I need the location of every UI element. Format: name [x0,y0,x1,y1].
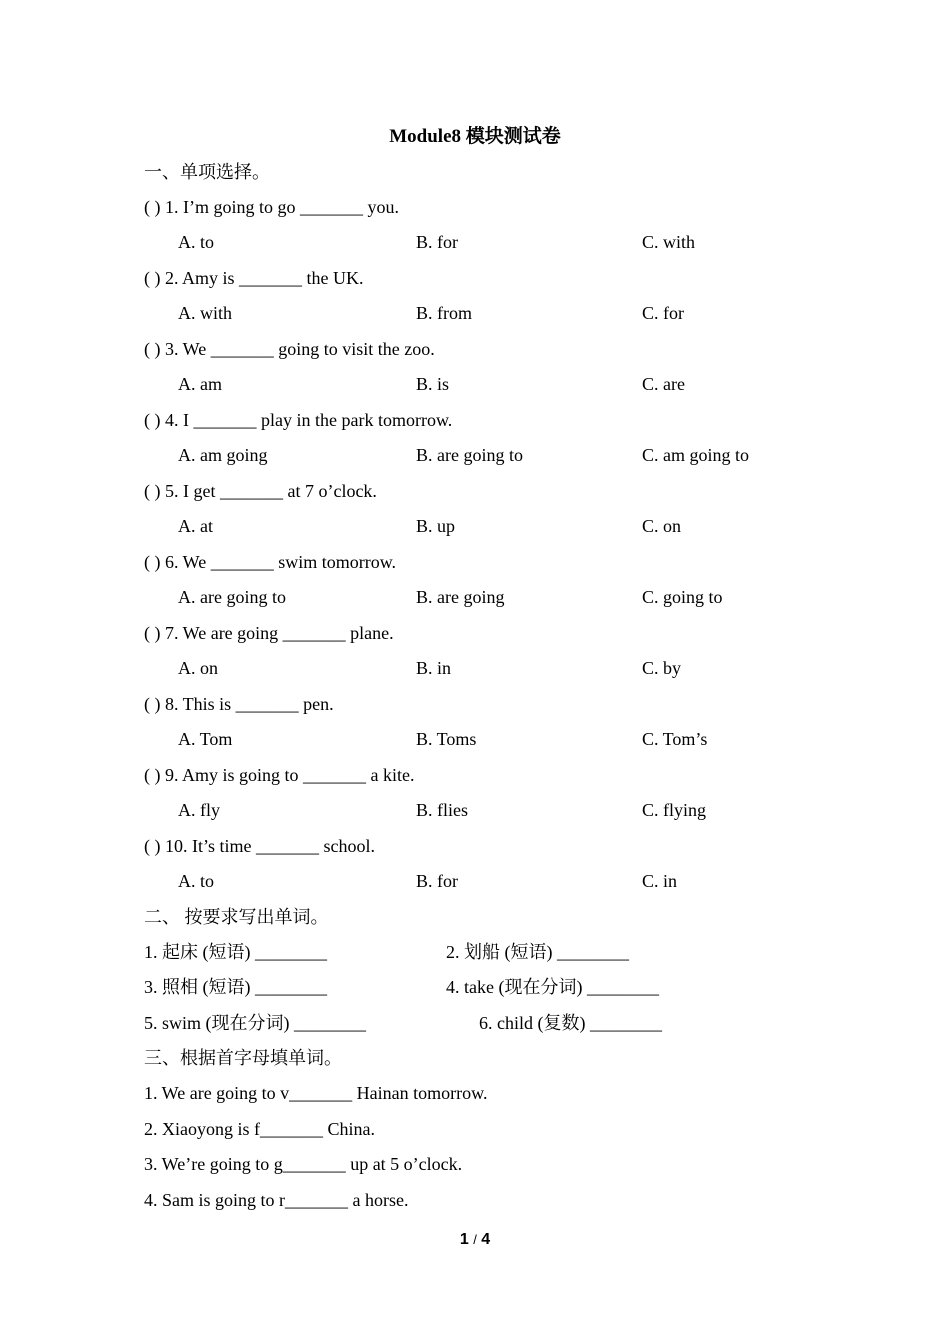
option-b: B. from [416,303,472,323]
page-separator: / [473,1232,477,1247]
option-a: A. on [178,658,218,678]
option-a: A. at [178,516,213,536]
question-text: ( ) 5. I get _______ at 7 o’clock. [144,481,377,501]
option-b: B. in [416,658,452,678]
question-text: ( ) 8. This is _______ pen. [144,694,334,714]
word-item-2: 2. 划船 (短语) ________ [446,942,629,962]
question-text: ( ) 7. We are going _______ plane. [144,623,394,643]
option-b: B. for [416,232,458,252]
option-c: C. with [642,232,696,252]
option-c: C. on [642,516,682,536]
option-a: A. am [178,374,222,394]
option-c: C. am going to [642,445,749,465]
option-c: C. in [642,871,678,891]
option-b: B. are going [416,587,505,607]
word-item-4: 4. take (现在分词) ________ [446,977,659,997]
section3-heading: 三、根据首字母填单词。 [144,1048,342,1068]
option-b: B. up [416,516,456,536]
word-item-1: 1. 起床 (短语) ________ [144,942,327,962]
option-b: B. is [416,374,450,394]
question-text: ( ) 9. Amy is going to _______ a kite. [144,765,415,785]
option-c: C. going to [642,587,723,607]
section1-heading: 一、单项选择。 [144,162,270,182]
question-text: ( ) 1. I’m going to go _______ you. [144,197,399,217]
page-number [0,1228,950,1252]
section2-heading: 二、 按要求写出单词。 [144,907,329,927]
option-a: A. are going to [178,587,286,607]
question-text: ( ) 6. We _______ swim tomorrow. [144,552,397,572]
question-text: ( ) 2. Amy is _______ the UK. [144,268,364,288]
option-a: A. with [178,303,232,323]
option-a: A. Tom [178,729,233,749]
question-text: ( ) 3. We _______ going to visit the zoo. [144,339,435,359]
fill-item-2: 2. Xiaoyong is f_______ China. [144,1119,375,1139]
option-a: A. fly [178,800,220,820]
question-text: ( ) 10. It’s time _______ school. [144,836,375,856]
word-item-6: 6. child (复数) ________ [479,1013,662,1033]
option-c: C. for [642,303,684,323]
option-b: B. are going to [416,445,523,465]
fill-item-4: 4. Sam is going to r_______ a horse. [144,1190,409,1210]
option-a: A. to [178,232,214,252]
word-item-3: 3. 照相 (短语) ________ [144,977,327,997]
page-title: Module8 模块测试卷 [389,126,561,147]
option-b: B. flies [416,800,468,820]
option-a: A. am going [178,445,268,465]
fill-item-3: 3. We’re going to g_______ up at 5 o’clock. [144,1154,463,1174]
option-c: C. Tom’s [642,729,708,749]
option-c: C. by [642,658,682,678]
option-c: C. are [642,374,685,394]
fill-item-1: 1. We are going to v_______ Hainan tomorrow. [144,1083,488,1103]
option-b: B. for [416,871,458,891]
option-b: B. Toms [416,729,477,749]
word-item-5: 5. swim (现在分词) ________ [144,1013,366,1033]
current-page: 1 [459,1231,469,1248]
option-c: C. flying [642,800,707,820]
question-text: ( ) 4. I _______ play in the park tomorrow. [144,410,453,430]
option-a: A. to [178,871,214,891]
total-pages: 4 [481,1231,491,1248]
